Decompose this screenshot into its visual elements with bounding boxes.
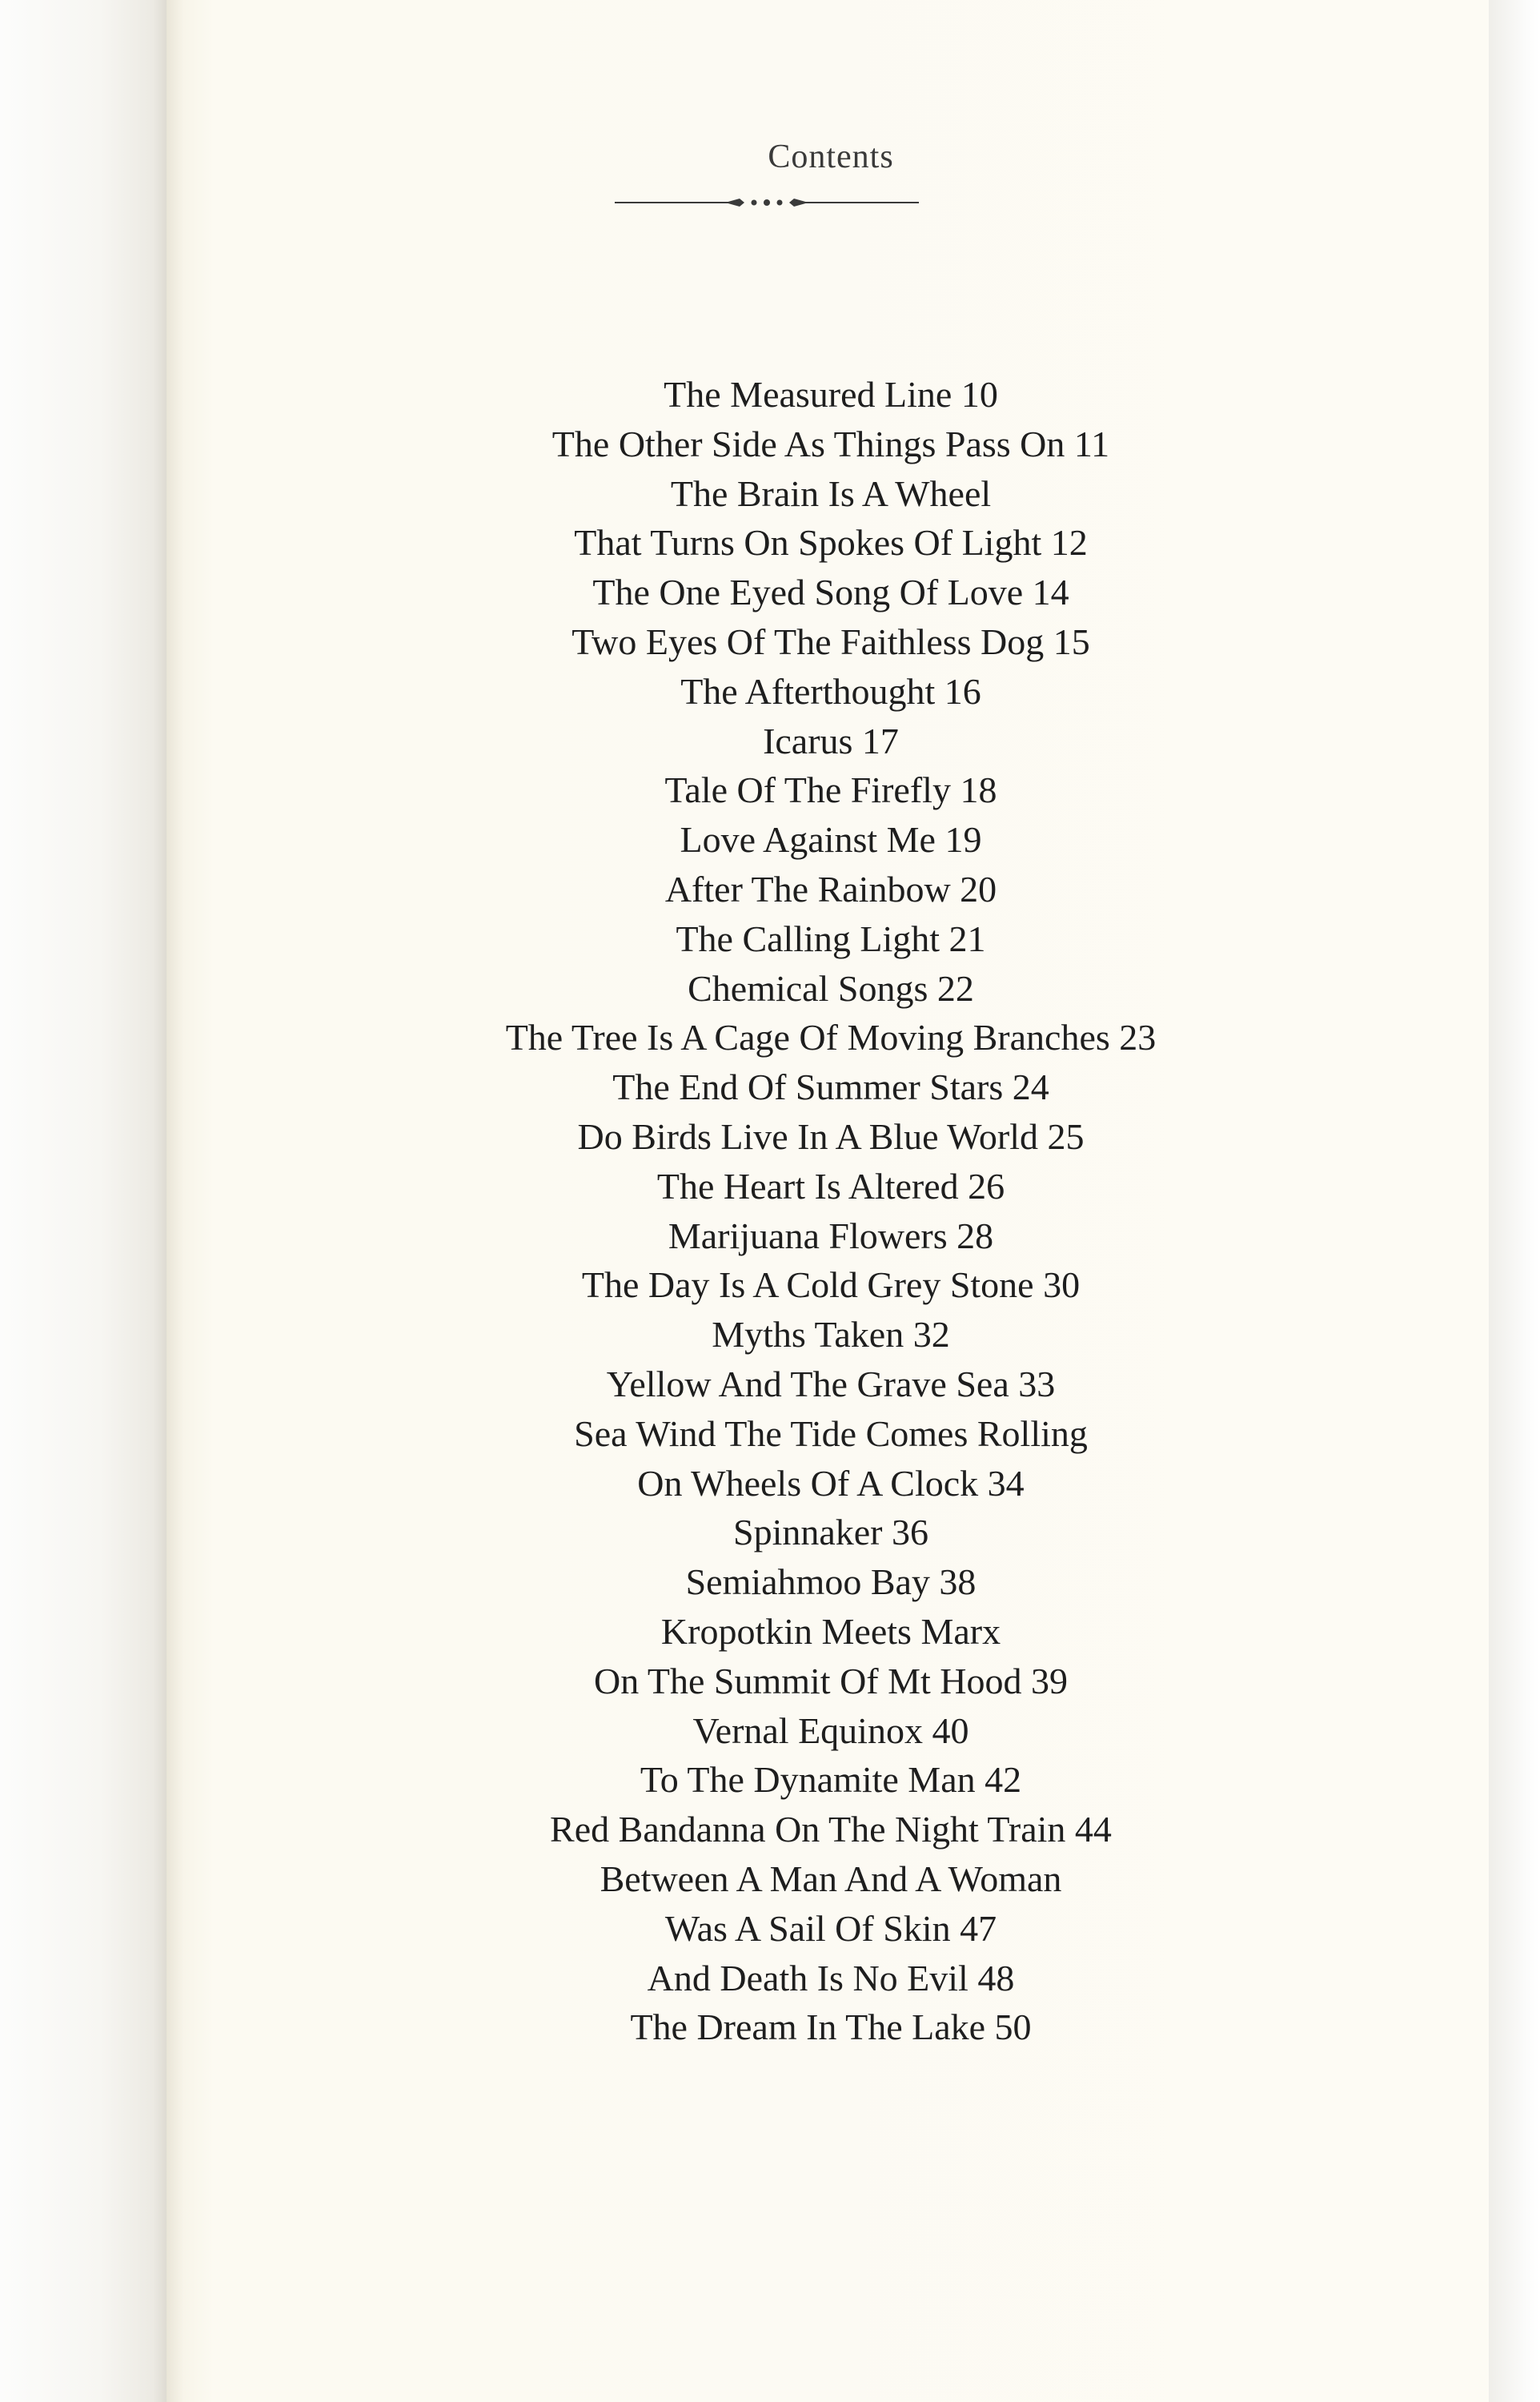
toc-entry: The Brain Is A Wheel bbox=[670, 472, 992, 514]
toc-entry: The Tree Is A Cage Of Moving Branches 23 bbox=[505, 1017, 1157, 1058]
toc-entry: Was A Sail Of Skin 47 bbox=[664, 1907, 997, 1949]
toc-entry: Do Birds Live In A Blue World 25 bbox=[577, 1115, 1085, 1157]
toc-entry: And Death Is No Evil 48 bbox=[647, 1957, 1015, 1998]
toc-entry: Marijuana Flowers 28 bbox=[668, 1215, 994, 1256]
table-of-contents bbox=[166, 370, 1495, 2052]
contents-heading: Contents bbox=[768, 139, 894, 175]
toc-entry: The Other Side As Things Pass On 11 bbox=[551, 423, 1110, 464]
toc-entry: The Dream In The Lake 50 bbox=[630, 2006, 1032, 2048]
toc-entry: Tale Of The Firefly 18 bbox=[664, 769, 997, 811]
toc-entry: The Measured Line 10 bbox=[664, 374, 998, 415]
toc-entry: Yellow And The Grave Sea 33 bbox=[606, 1363, 1056, 1404]
toc-entry: Vernal Equinox 40 bbox=[692, 1709, 969, 1751]
toc-entry: Two Eyes Of The Faithless Dog 15 bbox=[571, 621, 1090, 662]
toc-entry: Semiahmoo Bay 38 bbox=[685, 1561, 977, 1603]
toc-entry: Icarus 17 bbox=[763, 720, 899, 761]
toc-entry: Kropotkin Meets Marx bbox=[660, 1610, 1001, 1652]
toc-entry: Sea Wind The Tide Comes Rolling bbox=[574, 1412, 1088, 1454]
toc-entry: The One Eyed Song Of Love 14 bbox=[592, 572, 1069, 613]
toc-entry: Chemical Songs 22 bbox=[688, 967, 974, 1009]
toc-entry: On The Summit Of Mt Hood 39 bbox=[593, 1660, 1069, 1701]
toc-entry: Between A Man And A Woman bbox=[600, 1858, 1062, 1899]
toc-entry: Love Against Me 19 bbox=[680, 819, 982, 861]
toc-entry: Red Bandanna On The Night Train 44 bbox=[550, 1809, 1112, 1850]
page-edge-shadow bbox=[1489, 0, 1540, 2402]
toc-entry: The Afterthought 16 bbox=[680, 670, 981, 712]
toc-entry: On Wheels Of A Clock 34 bbox=[637, 1462, 1025, 1504]
previous-page-edge bbox=[0, 0, 166, 2402]
toc-entry: To The Dynamite Man 42 bbox=[640, 1759, 1022, 1801]
toc-entry: The Heart Is Altered 26 bbox=[656, 1165, 1005, 1207]
book-page bbox=[166, 0, 1495, 2402]
toc-entry: Spinnaker 36 bbox=[732, 1512, 928, 1553]
toc-entry: Myths Taken 32 bbox=[712, 1314, 950, 1356]
toc-entry: The Calling Light 21 bbox=[676, 918, 986, 959]
toc-entry: The End Of Summer Stars 24 bbox=[612, 1066, 1049, 1108]
toc-entry: The Day Is A Cold Grey Stone 30 bbox=[581, 1264, 1081, 1306]
toc-entry: That Turns On Spokes Of Light 12 bbox=[574, 522, 1088, 564]
toc-entry: After The Rainbow 20 bbox=[664, 868, 997, 910]
ornament-divider bbox=[615, 191, 919, 215]
